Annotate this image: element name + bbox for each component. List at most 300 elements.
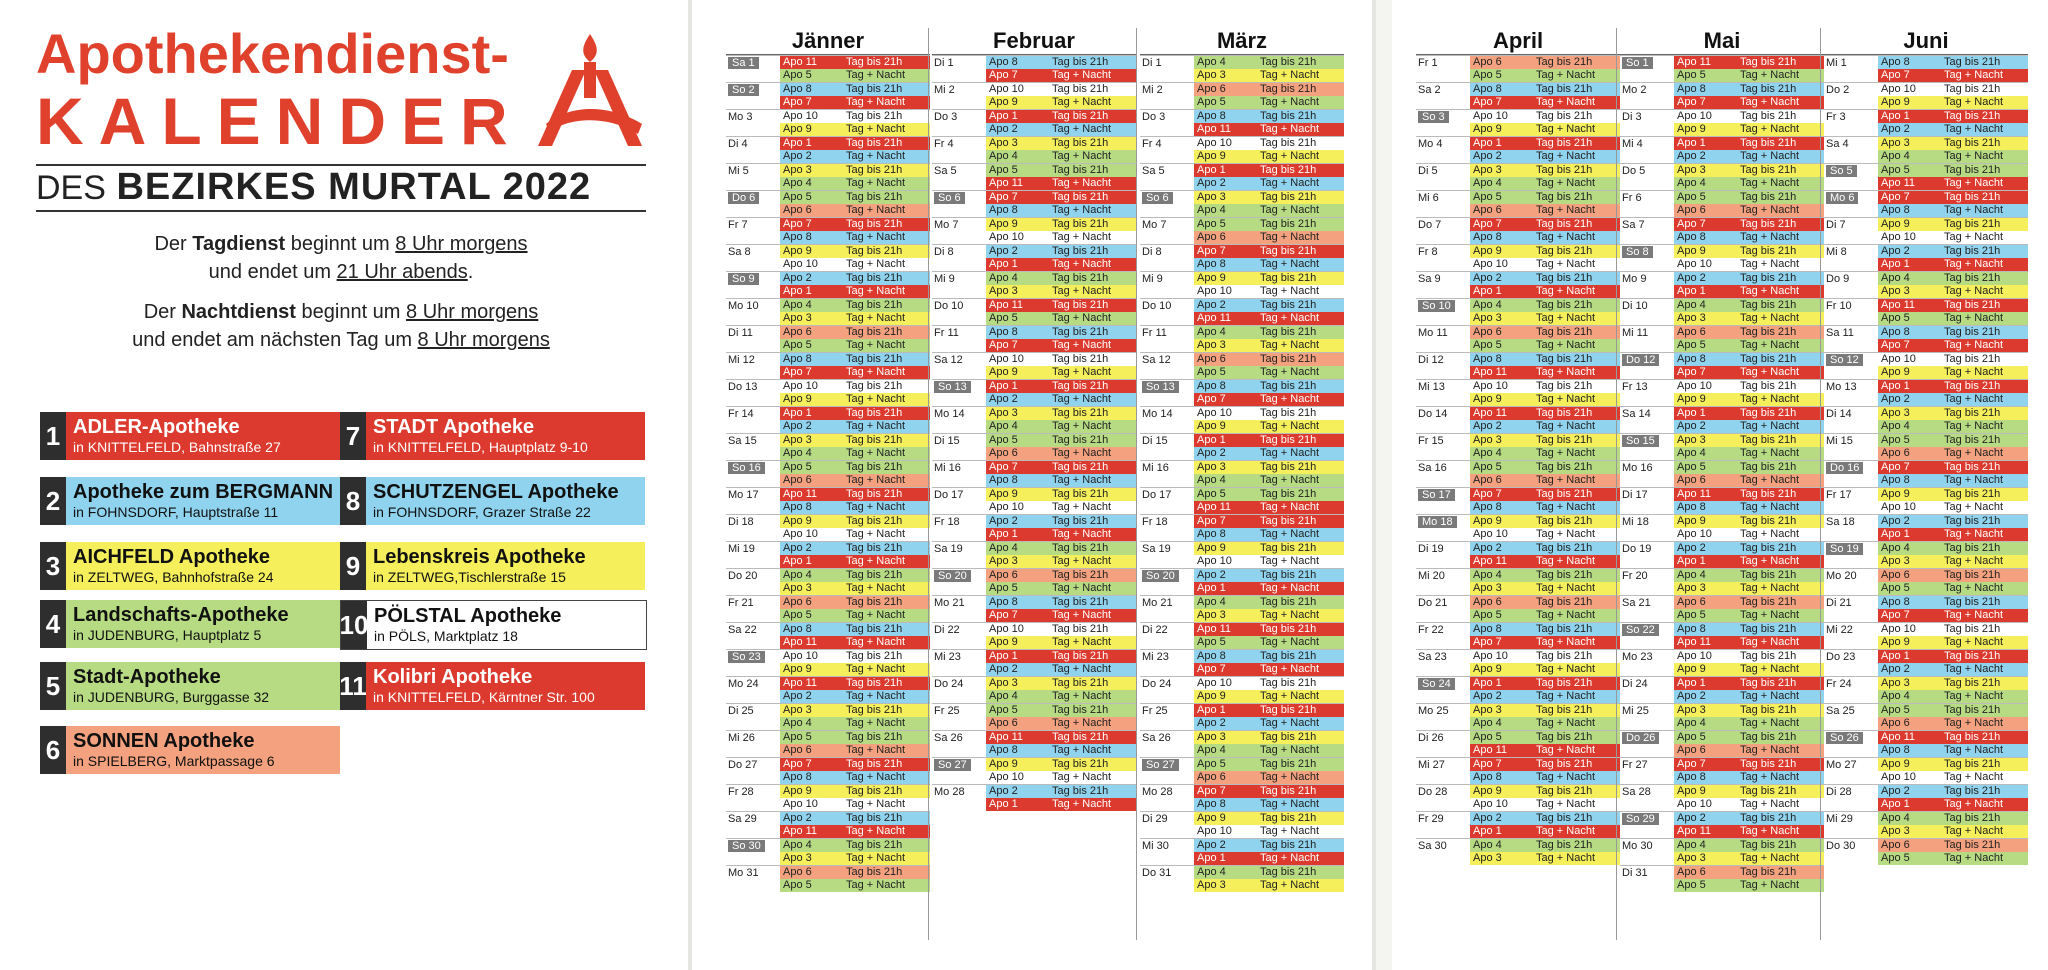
shift-type: Tag bis 21h [1944,542,2001,554]
shift-type: Tag + Nacht [1260,879,1320,891]
day-shift [986,785,1136,798]
pharmacy-ref: Apo 1 [1881,798,1910,810]
day-shift [986,758,1136,771]
pharmacy-ref: Apo 4 [1677,717,1706,729]
pharmacy-ref: Apo 5 [1677,731,1706,743]
month-title: Februar [932,28,1136,55]
night-shift [1470,717,1620,730]
shift-type: Tag bis 21h [1536,704,1593,716]
day-shift [986,380,1136,393]
day-label: Sa 5 [1142,165,1165,177]
day-shift [1878,272,2028,285]
night-shift [1470,177,1620,190]
shift-type: Tag bis 21h [1740,353,1797,365]
shift-type: Tag bis 21h [1260,245,1317,257]
pharmacy-ref: Apo 8 [1881,596,1910,608]
shift-type: Tag bis 21h [1052,704,1109,716]
shift-type: Tag + Nacht [1536,258,1596,270]
day-row [726,379,930,406]
pharmacy-ref: Apo 10 [1677,650,1712,662]
day-row [1416,595,1620,622]
day-shift [780,623,930,636]
pharmacy-ref: Apo 6 [783,326,812,338]
night-shift [1878,69,2028,82]
night-shift [1194,285,1344,298]
day-label: Sa 22 [728,624,757,636]
pharmacy-ref: Apo 8 [1473,83,1502,95]
day-shift [986,164,1136,177]
shift-type: Tag bis 21h [1536,461,1593,473]
pharmacy-ref: Apo 9 [1881,488,1910,500]
shift-type: Tag bis 21h [846,137,903,149]
day-label: Mo 7 [934,219,959,231]
night-shift [986,150,1136,163]
day-row [726,55,930,82]
day-label: Fr 22 [1418,624,1444,636]
pharmacy-ref: Apo 9 [1197,542,1226,554]
pharmacy-ref: Apo 6 [1197,83,1226,95]
day-row [1824,730,2028,757]
day-row [1620,541,1824,568]
pharmacy-address: in PÖLS, Marktplatz 18 [374,628,518,644]
pharmacy-ref: Apo 6 [1473,596,1502,608]
pharmacy-ref: Apo 8 [1881,474,1910,486]
pharmacy-5 [40,662,340,710]
pharmacy-ref: Apo 9 [1197,272,1226,284]
day-label: Mi 18 [1622,516,1649,528]
day-shift [1878,407,2028,420]
day-row [1824,433,2028,460]
shift-type: Tag bis 21h [1944,407,2001,419]
day-shift [986,137,1136,150]
shift-type: Tag bis 21h [846,164,903,176]
pharmacy-ref: Apo 11 [1197,623,1232,635]
day-label: So 1 [1622,57,1653,69]
day-row [932,433,1136,460]
shift-type: Tag bis 21h [846,542,903,554]
pharmacy-ref: Apo 10 [783,258,818,270]
pharmacy-ref: Apo 3 [1881,677,1910,689]
shift-type: Tag + Nacht [1740,474,1800,486]
shift-type: Tag + Nacht [1052,150,1112,162]
night-shift [986,312,1136,325]
day-row [932,757,1136,784]
day-label: Sa 19 [1142,543,1171,555]
pharmacy-ref: Apo 8 [989,56,1018,68]
day-row [1140,865,1344,892]
pharmacy-ref: Apo 10 [1197,555,1232,567]
shift-type: Tag + Nacht [1260,555,1320,567]
pharmacy-ref: Apo 4 [783,569,812,581]
day-label: So 13 [1142,381,1179,393]
pharmacy-ref: Apo 2 [1197,447,1226,459]
shift-type: Tag bis 21h [1944,515,2001,527]
night-shift [1470,366,1620,379]
day-row [726,649,930,676]
day-label: So 23 [728,651,765,663]
day-shift [1470,191,1620,204]
day-label: So 20 [934,570,971,582]
day-shift [1470,569,1620,582]
night-shift [1194,798,1344,811]
shift-type: Tag + Nacht [1260,69,1320,81]
day-label: Sa 15 [728,435,757,447]
shift-type: Tag + Nacht [1536,636,1596,648]
pharmacy-address: in KNITTELFELD, Bahnstraße 27 [73,439,281,455]
pharmacy-ref: Apo 5 [1677,339,1706,351]
month-mai [1620,28,1824,892]
day-row [1620,514,1824,541]
day-row [1416,271,1620,298]
shift-type: Tag + Nacht [1944,447,2004,459]
shift-type: Tag + Nacht [846,771,906,783]
night-shift [1194,771,1344,784]
night-shift [780,258,930,271]
day-shift [1878,569,2028,582]
shift-type: Tag bis 21h [1944,137,2001,149]
night-shift [1194,474,1344,487]
day-shift [986,650,1136,663]
pharmacy-ref: Apo 3 [1197,609,1226,621]
night-shift [1194,312,1344,325]
pharmacy-ref: Apo 3 [1473,704,1502,716]
pharmacy-ref: Apo 7 [783,96,812,108]
shift-type: Tag bis 21h [1944,704,2001,716]
day-row [1824,514,2028,541]
day-row [1416,811,1620,838]
pharmacy-ref: Apo 11 [783,488,818,500]
day-label: Mo 25 [1418,705,1449,717]
shift-type: Tag + Nacht [1740,204,1800,216]
shift-type: Tag bis 21h [1052,758,1109,770]
night-shift [780,420,930,433]
shift-type: Tag bis 21h [1260,785,1317,797]
day-row [932,271,1136,298]
night-shift [1194,258,1344,271]
day-row [932,136,1136,163]
day-row [1824,55,2028,82]
day-row [1824,784,2028,811]
pharmacy-ref: Apo 1 [989,528,1018,540]
night-shift [1878,744,2028,757]
night-shift [1674,528,1824,541]
shift-type: Tag bis 21h [1260,650,1317,662]
pharmacy-ref: Apo 8 [1677,231,1706,243]
day-shift [780,56,930,69]
shift-type: Tag + Nacht [1944,339,2004,351]
pharmacy-ref: Apo 3 [1197,69,1226,81]
pharmacy-ref: Apo 2 [1473,812,1502,824]
shift-type: Tag bis 21h [1260,704,1317,716]
shift-type: Tag bis 21h [1536,407,1593,419]
pharmacy-ref: Apo 1 [783,137,812,149]
pharmacy-ref: Apo 3 [783,704,812,716]
day-shift [780,542,930,555]
night-shift [1674,690,1824,703]
pharmacy-ref: Apo 2 [1677,542,1706,554]
day-label: Sa 1 [728,57,759,69]
day-shift [1194,731,1344,744]
pharmacy-ref: Apo 9 [1197,812,1226,824]
pharmacy-ref: Apo 10 [783,380,818,392]
shift-type: Tag bis 21h [846,704,903,716]
day-shift [986,245,1136,258]
day-row [1416,109,1620,136]
shift-type: Tag + Nacht [846,825,906,837]
pharmacy-ref: Apo 9 [1197,690,1226,702]
night-shift [1194,690,1344,703]
day-shift [1878,380,2028,393]
shift-type: Tag bis 21h [1260,299,1317,311]
day-label: Do 16 [1826,462,1863,474]
pharmacy-ref: Apo 10 [1473,798,1508,810]
pharmacy-ref: Apo 10 [989,83,1024,95]
day-shift [780,380,930,393]
pharmacy-ref: Apo 10 [1881,623,1916,635]
pharmacy-ref: Apo 8 [783,623,812,635]
shift-type: Tag + Nacht [1536,312,1596,324]
shift-type: Tag + Nacht [1944,771,2004,783]
month-title: April [1416,28,1620,55]
night-shift [1674,879,1824,892]
day-row [1140,811,1344,838]
night-shift [1674,366,1824,379]
day-row [1140,433,1344,460]
pharmacy-ref: Apo 9 [1677,123,1706,135]
pharmacy-address: in JUDENBURG, Hauptplatz 5 [73,627,262,643]
pharmacy-ref: Apo 9 [1677,663,1706,675]
pharmacy-ref: Apo 8 [1881,56,1910,68]
pharmacy-ref: Apo 5 [1881,704,1910,716]
day-shift [986,56,1136,69]
day-label: So 27 [934,759,971,771]
pharmacy-ref: Apo 7 [1197,393,1226,405]
pharmacy-ref: Apo 9 [1473,515,1502,527]
day-shift [1470,515,1620,528]
shift-type: Tag + Nacht [1536,690,1596,702]
shift-type: Tag bis 21h [1260,110,1317,122]
day-row [1824,568,2028,595]
pharmacy-ref: Apo 8 [783,231,812,243]
day-row [1416,838,1620,865]
day-label: So 29 [1622,813,1659,825]
pharmacy-ref: Apo 1 [1473,825,1502,837]
pharmacy-ref: Apo 1 [989,798,1018,810]
shift-type: Tag + Nacht [1536,555,1596,567]
night-shift [1470,555,1620,568]
night-shift [1674,501,1824,514]
day-row [726,163,930,190]
day-label: Mo 6 [1826,192,1858,204]
shift-type: Tag + Nacht [1740,609,1800,621]
day-shift [1470,164,1620,177]
day-row [1140,109,1344,136]
day-label: Di 11 [728,327,753,339]
pharmacy-ref: Apo 10 [1881,771,1916,783]
shift-type: Tag + Nacht [1944,69,2004,81]
night-shift [986,744,1136,757]
night-shift [1878,177,2028,190]
day-row [726,514,930,541]
day-shift [986,596,1136,609]
shift-type: Tag + Nacht [846,447,906,459]
day-label: Sa 26 [934,732,963,744]
day-row [726,298,930,325]
day-row [932,676,1136,703]
shift-type: Tag + Nacht [1944,744,2004,756]
pharmacy-ref: Apo 3 [1677,312,1706,324]
shift-type: Tag + Nacht [1944,150,2004,162]
day-label: Do 3 [1142,111,1166,123]
night-shift [1878,663,2028,676]
day-shift [1194,461,1344,474]
shift-type: Tag bis 21h [1052,731,1109,743]
pharmacy-name: PÖLSTAL Apotheke [374,605,562,627]
pharmacy-ref: Apo 4 [1197,326,1226,338]
shift-type: Tag bis 21h [846,866,903,878]
night-shift [1674,285,1824,298]
pharmacy-number: 3 [40,542,66,590]
pharmacy-ref: Apo 7 [1197,515,1226,527]
pharmacy-ref: Apo 10 [1197,407,1232,419]
pharmacy-ref: Apo 8 [783,771,812,783]
pharmacy-ref: Apo 10 [1197,137,1232,149]
shift-type: Tag bis 21h [1536,785,1593,797]
shift-type: Tag + Nacht [1052,231,1112,243]
night-shift [1878,852,2028,865]
day-label: Di 31 [1622,867,1648,879]
night-shift [986,366,1136,379]
pharmacy-address: in KNITTELFELD, Kärntner Str. 100 [373,689,595,705]
day-row [1620,811,1824,838]
shift-type: Tag bis 21h [1740,758,1797,770]
pharmacy-number: 7 [340,412,366,460]
day-row [1140,595,1344,622]
day-row [726,244,930,271]
pharmacy-ref: Apo 8 [989,204,1018,216]
day-row [1416,514,1620,541]
pharmacy-name: Lebenskreis Apotheke [373,546,586,568]
night-shift [1470,474,1620,487]
pharmacy-ref: Apo 4 [1473,569,1502,581]
shift-type: Tag bis 21h [1052,353,1109,365]
day-label: Fr 21 [728,597,754,609]
day-row [1620,730,1824,757]
shift-type: Tag bis 21h [1260,83,1317,95]
pharmacy-ref: Apo 9 [1473,663,1502,675]
pharmacy-ref: Apo 2 [1677,690,1706,702]
day-row [726,352,930,379]
shift-type: Tag + Nacht [1260,501,1320,513]
shift-type: Tag + Nacht [846,393,906,405]
night-shift [1674,447,1824,460]
pharmacy-9 [340,542,645,590]
shift-type: Tag bis 21h [1740,83,1797,95]
pharmacy-ref: Apo 6 [783,204,812,216]
pharmacy-1 [40,412,340,460]
day-shift [1878,515,2028,528]
night-shift [1878,582,2028,595]
night-shift [780,393,930,406]
pharmacy-ref: Apo 5 [1677,191,1706,203]
pharmacy-ref: Apo 3 [783,434,812,446]
pharmacy-ref: Apo 4 [989,420,1018,432]
shift-type: Tag + Nacht [1944,231,2004,243]
day-shift [1470,83,1620,96]
pharmacy-ref: Apo 11 [1473,366,1508,378]
pharmacy-ref: Apo 2 [1197,569,1226,581]
night-shift [986,393,1136,406]
shift-type: Tag + Nacht [1536,717,1596,729]
night-shift [1878,96,2028,109]
shift-type: Tag bis 21h [1052,272,1109,284]
night-shift [780,771,930,784]
day-row [726,541,930,568]
day-shift [1674,677,1824,690]
shift-type: Tag bis 21h [1260,596,1317,608]
shift-type: Tag bis 21h [1536,326,1593,338]
shift-type: Tag + Nacht [1740,339,1800,351]
pharmacy-ref: Apo 1 [1197,434,1226,446]
day-label: So 30 [728,840,765,852]
shift-type: Tag + Nacht [1260,123,1320,135]
pharmacy-ref: Apo 5 [1881,164,1910,176]
day-label: Sa 7 [1622,219,1645,231]
pharmacy-ref: Apo 7 [1881,69,1910,81]
day-shift [1470,218,1620,231]
shift-type: Tag + Nacht [1740,393,1800,405]
pharmacy-address: in ZELTWEG, Bahnhofstraße 24 [73,569,274,585]
shift-type: Tag + Nacht [1260,393,1320,405]
night-shift [1470,312,1620,325]
shift-type: Tag + Nacht [1536,582,1596,594]
day-label: Do 2 [1826,84,1850,96]
day-label: Mo 3 [728,111,753,123]
pharmacy-ref: Apo 2 [783,542,812,554]
shift-type: Tag bis 21h [1052,488,1109,500]
night-shift [1470,69,1620,82]
shift-type: Tag bis 21h [1536,731,1593,743]
day-label: Fr 11 [1142,327,1167,339]
day-row [932,541,1136,568]
day-row [1620,271,1824,298]
night-shift [1878,258,2028,271]
night-shift [1470,528,1620,541]
day-label: Mi 9 [934,273,955,285]
day-row [1140,163,1344,190]
shift-type: Tag + Nacht [1944,717,2004,729]
shift-type: Tag bis 21h [1536,623,1593,635]
shift-type: Tag bis 21h [1944,83,2001,95]
pharmacy-ref: Apo 1 [1197,164,1226,176]
day-label: Do 7 [1418,219,1442,231]
month-title: Jänner [726,28,930,55]
day-shift [780,866,930,879]
night-shift [1470,150,1620,163]
night-shift [986,582,1136,595]
day-shift [1470,731,1620,744]
shift-type: Tag + Nacht [1740,717,1800,729]
shift-type: Tag bis 21h [1052,596,1109,608]
day-label: Mi 4 [1622,138,1643,150]
day-shift [1674,353,1824,366]
shift-type: Tag bis 21h [1944,218,2001,230]
day-label: Di 29 [1142,813,1168,825]
day-label: Mo 20 [1826,570,1857,582]
pharmacy-ref: Apo 2 [783,690,812,702]
day-shift [1878,83,2028,96]
pharmacy-ref: Apo 7 [1473,636,1502,648]
